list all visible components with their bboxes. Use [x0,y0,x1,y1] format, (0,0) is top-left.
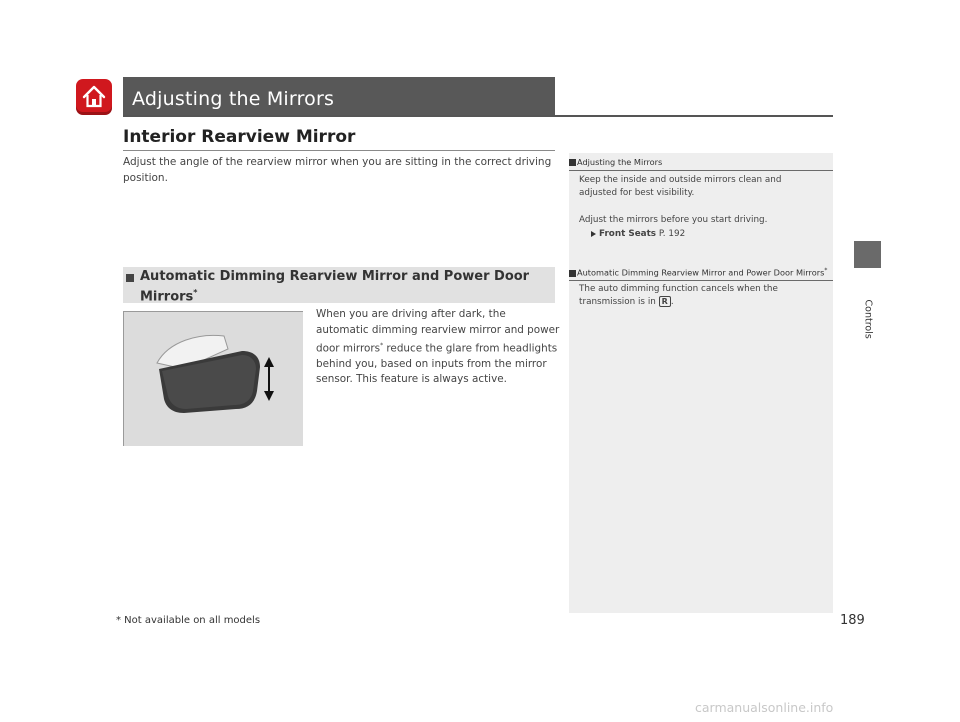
rearview-mirror-image [124,311,303,446]
section-heading: Interior Rearview Mirror [123,127,356,147]
note-heading: Adjusting the Mirrors [569,157,833,167]
notes-panel [569,153,833,613]
section-tab-label[interactable]: Controls [862,299,874,339]
note-heading: Automatic Dimming Rearview Mirror and Power Door Mirrors* [569,267,833,278]
note-text: The auto dimming function cancels when the transmission is in R . [579,284,778,307]
footnote-mark: * [193,288,198,297]
page-title: Adjusting the Mirrors [132,88,335,110]
title-bar [123,77,555,115]
note-icon [569,270,576,277]
note-text: Keep the inside and outside mirrors clean and adjusted for best visibility. [579,175,782,198]
home-icon [81,84,107,110]
title-divider [123,115,833,117]
note-divider [569,170,833,171]
cross-reference-link[interactable]: Front Seats P. 192 [591,228,831,241]
mirror-illustration [123,311,303,446]
section-divider [123,150,555,151]
note-text: Adjust the mirrors before you start driving. [579,215,768,225]
home-button[interactable] [76,79,112,115]
sub-heading-box [123,267,555,303]
illustration-top-border [123,311,303,312]
footnote-mark: * [380,342,384,349]
note-icon [569,159,576,166]
page-number: 189 [840,613,865,628]
section-tab-marker[interactable] [854,241,881,268]
bullet-square-icon [126,274,134,282]
intro-paragraph: Adjust the angle of the rearview mirror when you are sitting in the correct driving position. [123,156,552,184]
body-paragraph: When you are driving after dark, the automatic dimming rearview mirror and power door mirrors* reduce the glare from headlights behind you, based on inputs from the mirror sensor. This feature is always active. [316,308,560,386]
note-divider [569,280,833,281]
arrow-right-icon [591,231,596,237]
footnote: * Not available on all models [116,615,261,626]
sub-heading: Automatic Dimming Rearview Mirror and Power Door Mirrors* [140,269,530,305]
watermark: carmanualsonline.info [695,700,834,715]
gear-position-r: R [659,296,671,307]
